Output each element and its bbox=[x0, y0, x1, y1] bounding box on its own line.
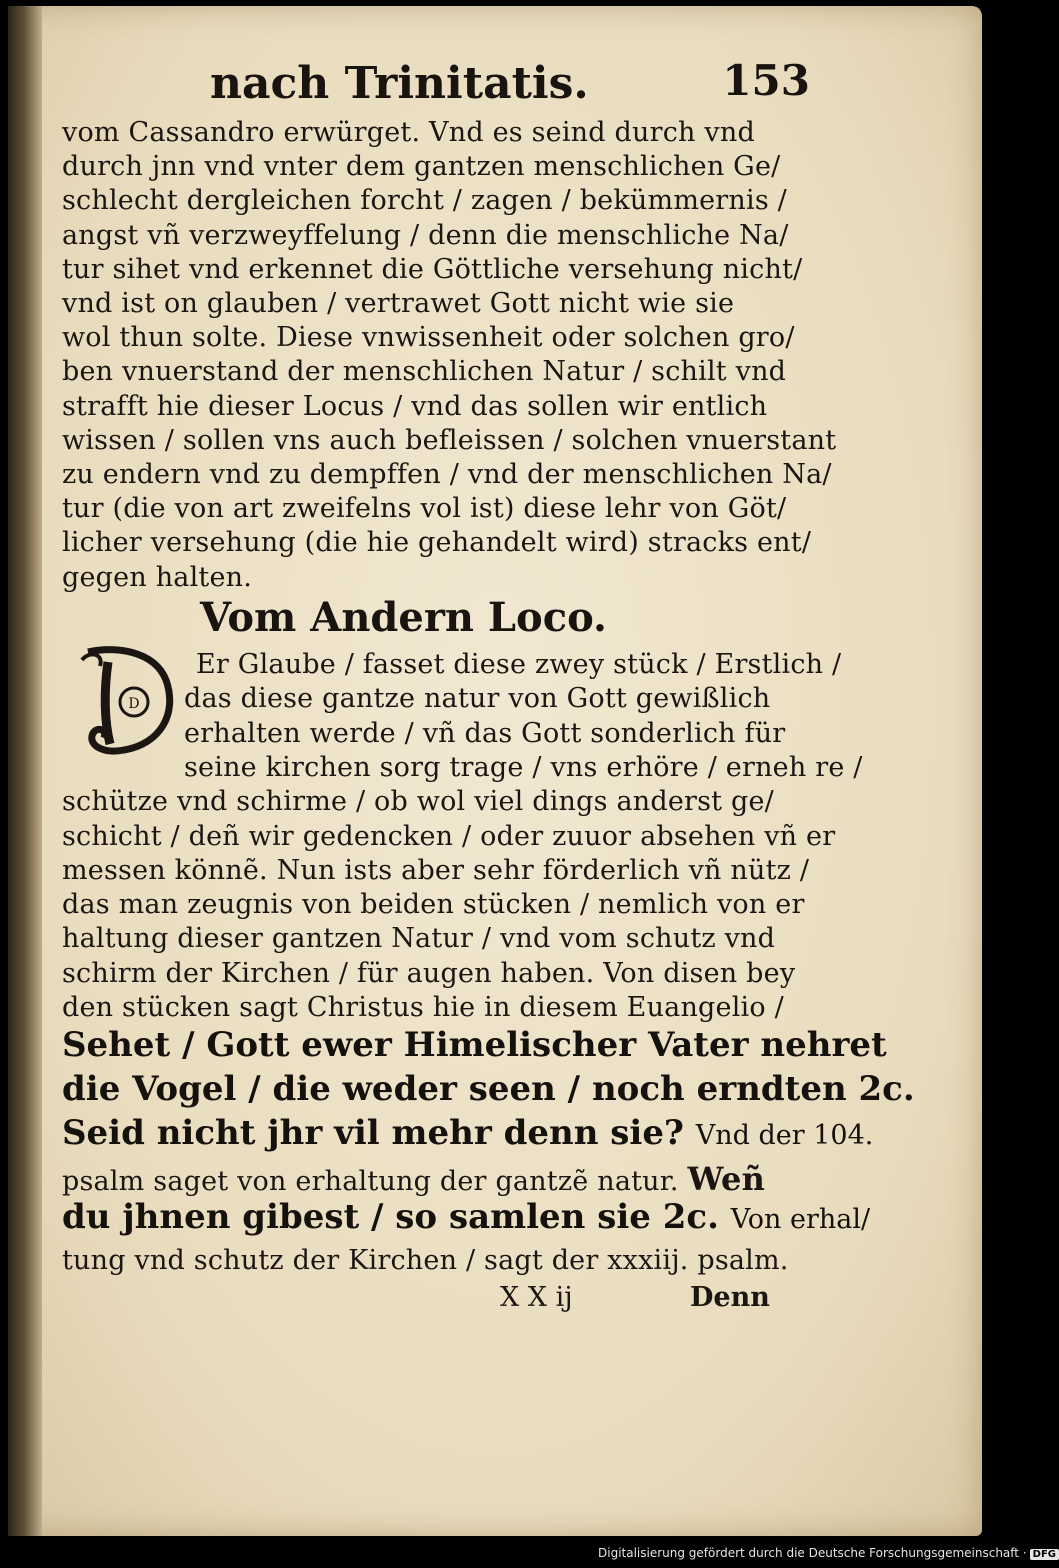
scripture-quote-line bbox=[62, 1196, 871, 1240]
text-line: tur sihet vnd erkennet die Göttliche versehung nicht/ bbox=[62, 253, 803, 285]
text-line: schütze vnd schirme / ob wol viel dings anderst ge/ bbox=[62, 786, 774, 818]
text-line: gegen halten. bbox=[62, 561, 253, 593]
text-line: das diese gantze natur von Gott gewißlich bbox=[184, 683, 771, 715]
text-line: tur (die von art zweifelns vol ist) diese lehr von Göt/ bbox=[62, 493, 787, 525]
scripture-wenn: Weñ bbox=[687, 1160, 766, 1198]
decorated-initial-icon bbox=[74, 640, 178, 758]
page-number: 153 bbox=[722, 56, 810, 105]
text-line: schicht / deñ wir gedencken / oder zuuor absehen vñ er bbox=[62, 820, 836, 852]
text-line: wissen / sollen vns auch befleissen / solchen vnuerstant bbox=[62, 424, 837, 456]
text-line: vom Cassandro erwürget. Vnd es seind durch vnd bbox=[62, 117, 755, 148]
text-line: erhalten werde / vñ das Gott sonderlich für bbox=[184, 717, 786, 749]
signature-mark: X X ij bbox=[500, 1282, 573, 1313]
text-line: ben vnuerstand der menschlichen Natur / schilt vnd bbox=[62, 356, 787, 388]
scripture-quote-text: Seid nicht jhr vil mehr denn sie? bbox=[62, 1113, 684, 1153]
credit-text: Digitalisierung gefördert durch die Deutsche Forschungsgemeinschaft · bbox=[598, 1546, 1027, 1560]
text-line: licher versehung (die hie gehandelt wird) stracks ent/ bbox=[62, 527, 812, 559]
scripture-quote-line: Sehet / Gott ewer Himelischer Vater nehret bbox=[62, 1025, 887, 1065]
text-line: vnd ist on glauben / vertrawet Gott nicht wie sie bbox=[62, 288, 735, 319]
digitization-credit bbox=[598, 1546, 1056, 1560]
scripture-quote-line bbox=[62, 1112, 874, 1156]
dfg-logo: DFG bbox=[1030, 1549, 1059, 1560]
text-psalm: psalm saget von erhaltung der gantzẽ natur. bbox=[62, 1166, 679, 1197]
text-tail: Vnd der 104. bbox=[695, 1120, 874, 1151]
scripture-quote-line: die Vogel / die weder seen / noch erndten 2c. bbox=[62, 1069, 915, 1109]
running-header bbox=[210, 58, 810, 118]
text-line: schlecht dergleichen forcht / zagen / bekümmernis / bbox=[62, 185, 787, 217]
running-title: nach Trinitatis. bbox=[210, 58, 589, 109]
text-line: schirm der Kirchen / für augen haben. Von disen bey bbox=[62, 957, 796, 989]
text-line: angst vñ verzweyffelung / denn die menschliche Na/ bbox=[62, 219, 789, 251]
text-line: haltung dieser gantzen Natur / vnd vom schutz vnd bbox=[62, 923, 776, 955]
catchword: Denn bbox=[690, 1282, 770, 1313]
text-line bbox=[62, 1162, 792, 1198]
text-line: den stücken sagt Christus hie in diesem Euangelio / bbox=[62, 992, 784, 1023]
text-line: strafft hie dieser Locus / vnd das sollen wir entlich bbox=[62, 390, 768, 422]
text-line: wol thun solte. Diese vnwissenheit oder solchen gro/ bbox=[62, 322, 795, 354]
text-line: Er Glaube / fasset diese zwey stück / Erstlich / bbox=[196, 649, 842, 680]
text-line: zu endern vnd zu dempffen / vnd der menschlichen Na/ bbox=[62, 459, 832, 490]
text-line: messen könnẽ. Nun ists aber sehr förderlich vñ nütz / bbox=[62, 854, 810, 886]
scripture-quote-text: du jhnen gibest / so samlen sie 2c. bbox=[62, 1197, 719, 1237]
text-line: das man zeugnis von beiden stücken / nemlich von er bbox=[62, 889, 805, 921]
text-line: tung vnd schutz der Kirchen / sagt der xxxiij. psalm. bbox=[62, 1245, 789, 1276]
book-gutter bbox=[8, 6, 42, 1536]
text-line: durch jnn vnd vnter dem gantzen menschlichen Ge/ bbox=[62, 151, 781, 183]
section-heading: Vom Andern Loco. bbox=[200, 594, 607, 641]
text-tail: Von erhal/ bbox=[730, 1204, 871, 1235]
initial-letter: D bbox=[128, 696, 140, 712]
text-line: seine kirchen sorg trage / vns erhöre / erneh re / bbox=[184, 751, 863, 783]
